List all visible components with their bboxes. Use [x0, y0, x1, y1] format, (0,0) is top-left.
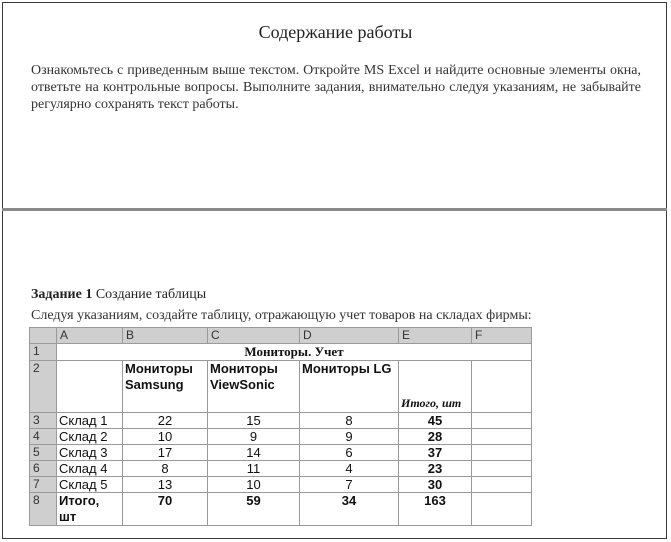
value-samsung[interactable]: 22 [123, 413, 208, 429]
row-header-5[interactable]: 5 [30, 445, 57, 461]
total-viewsonic[interactable]: 59 [208, 493, 300, 526]
value-row-total[interactable]: 37 [399, 445, 472, 461]
sheet-title-cell[interactable]: Мониторы. Учет [57, 344, 532, 361]
value-lg[interactable]: 8 [300, 413, 399, 429]
total-samsung[interactable]: 70 [123, 493, 208, 526]
value-lg[interactable]: 6 [300, 445, 399, 461]
column-header-c[interactable]: C [208, 328, 300, 344]
value-viewsonic[interactable]: 11 [208, 461, 300, 477]
warehouse-name[interactable]: Склад 4 [57, 461, 123, 477]
header-lg[interactable]: Мониторы LG [300, 361, 399, 413]
value-samsung[interactable]: 13 [123, 477, 208, 493]
table-row [30, 344, 532, 361]
value-viewsonic[interactable]: 14 [208, 445, 300, 461]
page-divider [2, 208, 667, 211]
table-row [30, 429, 532, 445]
value-row-total[interactable]: 30 [399, 477, 472, 493]
value-samsung[interactable]: 17 [123, 445, 208, 461]
grand-total[interactable]: 163 [399, 493, 472, 526]
column-header-e[interactable]: E [399, 328, 472, 344]
row-header-6[interactable]: 6 [30, 461, 57, 477]
value-lg[interactable]: 9 [300, 429, 399, 445]
column-header-b[interactable]: B [123, 328, 208, 344]
total-label[interactable]: Итого, шт [57, 493, 123, 526]
value-lg[interactable]: 7 [300, 477, 399, 493]
header-total[interactable]: Итого, шт [399, 361, 472, 413]
total-row [30, 493, 532, 526]
header-samsung[interactable]: Мониторы Samsung [123, 361, 208, 413]
value-viewsonic[interactable]: 9 [208, 429, 300, 445]
table-row [30, 477, 532, 493]
cell-f[interactable] [472, 461, 532, 477]
cell-a2[interactable] [57, 361, 123, 413]
task-title: Создание таблицы [95, 287, 207, 302]
total-lg[interactable]: 34 [300, 493, 399, 526]
task-heading [31, 287, 206, 303]
warehouse-name[interactable]: Склад 5 [57, 477, 123, 493]
value-viewsonic[interactable]: 10 [208, 477, 300, 493]
cell-f2[interactable] [472, 361, 532, 413]
cell-f8[interactable] [472, 493, 532, 526]
value-row-total[interactable]: 45 [399, 413, 472, 429]
task-description: Следуя указаниям, создайте таблицу, отражающую учет товаров на складах фирмы: [31, 308, 532, 323]
table-row [30, 361, 532, 413]
row-header-1[interactable]: 1 [30, 344, 57, 361]
column-header-row [30, 328, 532, 344]
value-row-total[interactable]: 23 [399, 461, 472, 477]
intro-paragraph: Ознакомьтесь с приведенным выше текстом. Откройте MS Excel и найдите основные элементы окна, ответьте на контрольные вопросы. Выполните задания, внимательно следуя указаниям, не забывайте регулярно сохранять текст работы. [31, 63, 641, 112]
cell-f[interactable] [472, 413, 532, 429]
table-row [30, 413, 532, 429]
value-viewsonic[interactable]: 15 [208, 413, 300, 429]
row-header-4[interactable]: 4 [30, 429, 57, 445]
cell-f[interactable] [472, 445, 532, 461]
value-lg[interactable]: 4 [300, 461, 399, 477]
row-header-3[interactable]: 3 [30, 413, 57, 429]
cell-f[interactable] [472, 429, 532, 445]
column-header-d[interactable]: D [300, 328, 399, 344]
row-header-7[interactable]: 7 [30, 477, 57, 493]
header-viewsonic[interactable]: Мониторы ViewSonic [208, 361, 300, 413]
select-all-corner[interactable] [30, 328, 57, 344]
row-header-2[interactable]: 2 [30, 361, 57, 413]
warehouse-name[interactable]: Склад 2 [57, 429, 123, 445]
spreadsheet-table [29, 327, 532, 526]
warehouse-name[interactable]: Склад 3 [57, 445, 123, 461]
table-row [30, 461, 532, 477]
task-label: Задание 1 [31, 287, 93, 302]
warehouse-name[interactable]: Склад 1 [57, 413, 123, 429]
value-samsung[interactable]: 10 [123, 429, 208, 445]
value-samsung[interactable]: 8 [123, 461, 208, 477]
column-header-f[interactable]: F [472, 328, 532, 344]
cell-f[interactable] [472, 477, 532, 493]
table-row [30, 445, 532, 461]
row-header-8[interactable]: 8 [30, 493, 57, 526]
section-title: Содержание работы [258, 22, 413, 42]
column-header-a[interactable]: A [57, 328, 123, 344]
value-row-total[interactable]: 28 [399, 429, 472, 445]
